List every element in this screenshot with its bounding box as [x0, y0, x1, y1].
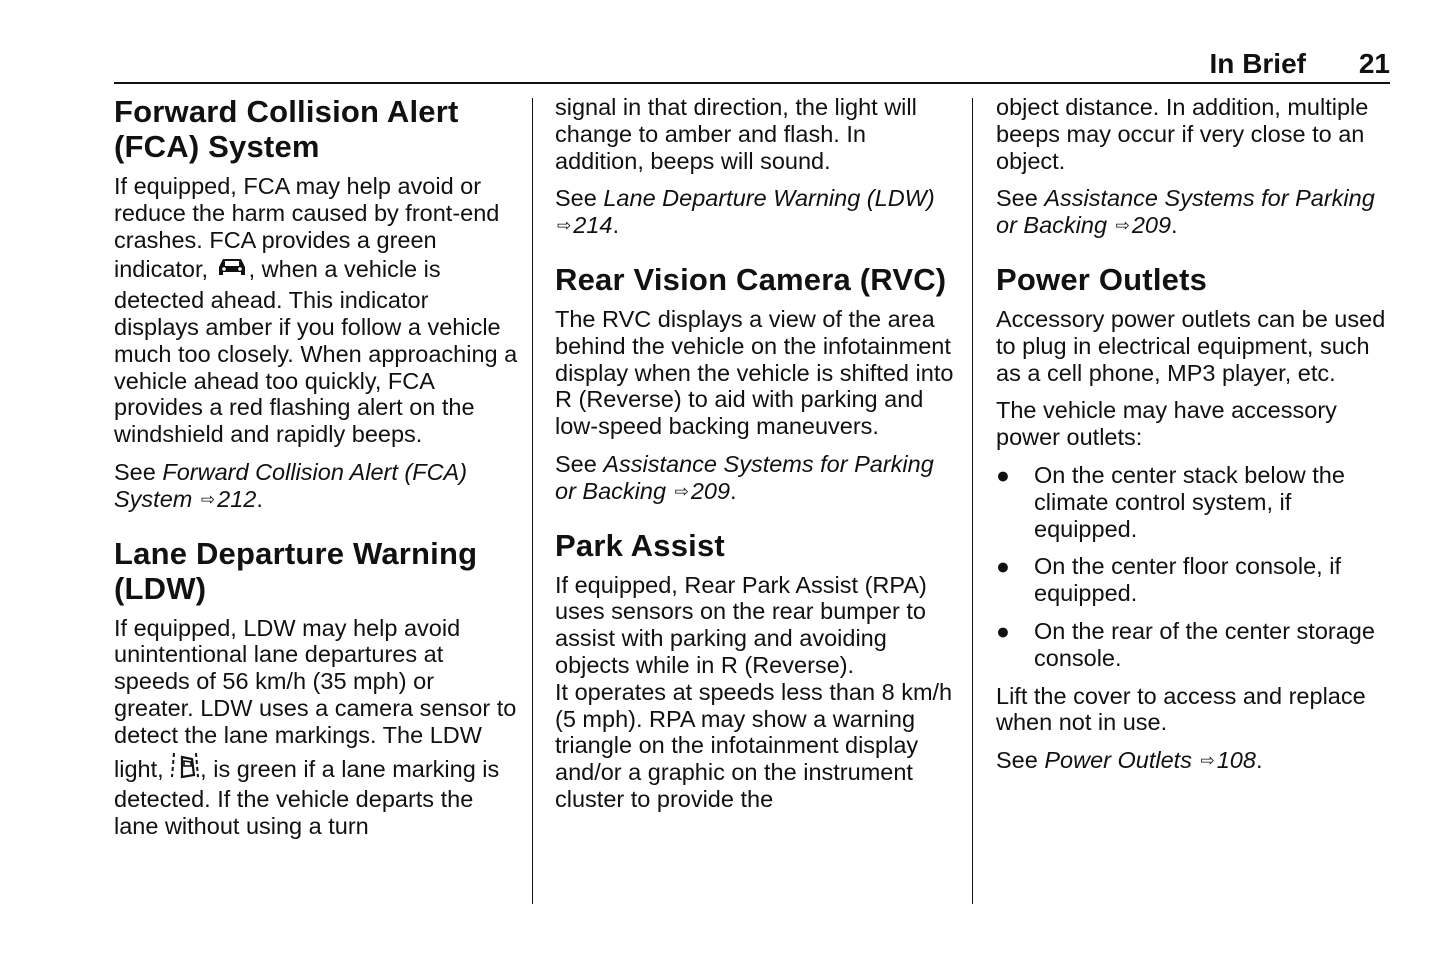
- fca-heading: Forward Collision Alert (FCA) System: [114, 94, 459, 164]
- bullet-icon: ●: [996, 553, 1010, 580]
- power-outlets-heading: Power Outlets: [996, 261, 1208, 297]
- ldw-text-a: If equipped, LDW may help avoid unintentional lane departures at speeds of 56 km/h (35 mph) or greater. LDW uses a camera sensor to detect the lane markings. The LDW light,: [114, 614, 517, 782]
- fca-text-a: If equipped, FCA may help avoid or reduce the harm caused by front-end crashes. FCA provides a green indicator,: [114, 173, 500, 283]
- park-assist-heading: Park Assist: [555, 527, 725, 563]
- bullet-icon: ●: [996, 617, 1010, 644]
- power-paragraph-1: Accessory power outlets can be used to plug in electrical equipment, such as a cell phone, MP3 player, etc.: [996, 305, 1386, 386]
- ldw-paragraph: [114, 615, 519, 840]
- bullet-icon: ●: [996, 461, 1010, 488]
- ldw-ref-page[interactable]: 214: [573, 212, 613, 239]
- ldw-continued: signal in that direction, the light will change to amber and flash. In addition, beeps will sound.: [555, 94, 917, 174]
- ldw-text-b: , is green if a lane marking is detected. If the vehicle departs the lane without using a turn: [114, 755, 500, 840]
- vehicle-ahead-icon: [215, 253, 249, 287]
- page-number: 21: [1358, 48, 1390, 79]
- power-ref-page[interactable]: 108: [1216, 747, 1256, 774]
- list-item: ● On the center floor console, if equipped.: [996, 553, 1341, 607]
- fca-ref-page[interactable]: 212: [217, 485, 257, 512]
- rvc-reference[interactable]: See Assistance Systems for Parking or Backing ⇨209.: [555, 450, 934, 504]
- park-assist-paragraph-2: It operates at speeds less than 8 km/h (5 mph). RPA may show a warning triangle on the infotainment display and/or a graphic on the instrument cluster to provide the: [555, 678, 953, 812]
- ldw-reference[interactable]: See Lane Departure Warning (LDW) ⇨214.: [555, 185, 935, 239]
- column-3: [996, 94, 1396, 786]
- list-item: ● On the center stack below the climate control system, if equipped.: [996, 461, 1345, 542]
- power-ref-link[interactable]: Power Outlets: [1044, 747, 1192, 774]
- fca-text-b: , when a vehicle is detected ahead. This indicator displays amber if you follow a vehicle much too closely. When approaching a vehicle ahead too quickly, FCA provides a red flashing alert on the windshield and rapidly beeps.: [114, 256, 518, 448]
- list-item: ● On the rear of the center storage console.: [996, 617, 1375, 671]
- ldw-ref-link[interactable]: Lane Departure Warning (LDW): [603, 185, 935, 212]
- page-arrow-icon: ⇨: [200, 489, 216, 509]
- page-arrow-icon: ⇨: [1200, 751, 1215, 771]
- rvc-ref-link[interactable]: Assistance Systems for Parking or Backing: [555, 450, 934, 504]
- lane-departure-icon: [170, 749, 200, 787]
- column-2: [555, 94, 955, 824]
- park-assist-paragraph-1: If equipped, Rear Park Assist (RPA) uses sensors on the rear bumper to assist with parking and avoiding objects while in R (Reverse).: [555, 571, 927, 678]
- rvc-paragraph: The RVC displays a view of the area behind the vehicle on the infotainment display when the vehicle is shifted into R (Reverse) to aid with parking and low-speed backing maneuvers.: [555, 305, 954, 440]
- ldw-heading: Lane Departure Warning (LDW): [114, 535, 478, 606]
- column-divider: [972, 98, 973, 904]
- page-arrow-icon: ⇨: [557, 216, 572, 236]
- fca-paragraph: [114, 173, 519, 448]
- power-paragraph-3: Lift the cover to access and replace when not in use.: [996, 682, 1366, 736]
- page-header: [114, 46, 1390, 84]
- power-outlet-list: [996, 462, 1396, 672]
- column-1: [114, 94, 519, 851]
- rvc-heading: Rear Vision Camera (RVC): [555, 261, 947, 297]
- power-reference[interactable]: See Power Outlets ⇨108.: [996, 747, 1263, 774]
- fca-reference[interactable]: See Forward Collision Alert (FCA) System ⇨212.: [114, 458, 468, 512]
- section-title: In Brief: [1209, 48, 1306, 79]
- column-divider: [532, 98, 533, 904]
- rvc-ref-page[interactable]: 209: [690, 477, 731, 504]
- fca-ref-link[interactable]: Forward Collision Alert (FCA) System: [114, 458, 468, 512]
- page-arrow-icon: ⇨: [1115, 216, 1130, 236]
- page-arrow-icon: ⇨: [674, 481, 689, 501]
- power-paragraph-2: The vehicle may have accessory power outlets:: [996, 397, 1337, 451]
- park-ref-link[interactable]: Assistance Systems for Parking or Backing: [996, 185, 1375, 239]
- park-reference[interactable]: See Assistance Systems for Parking or Backing ⇨209.: [996, 185, 1375, 239]
- park-assist-continued: object distance. In addition, multiple beeps may occur if very close to an object.: [996, 94, 1369, 174]
- park-ref-page[interactable]: 209: [1131, 212, 1172, 239]
